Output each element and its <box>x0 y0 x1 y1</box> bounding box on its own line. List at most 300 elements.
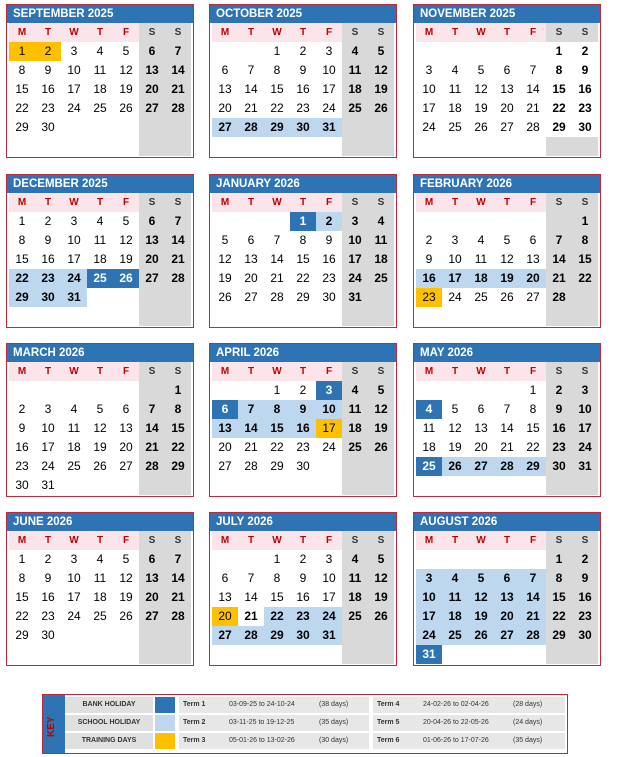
key-row-bank-holiday <box>65 697 567 715</box>
weekday-header: T <box>238 362 264 381</box>
day-cell: 4 <box>96 214 104 228</box>
day-cell: 23 <box>296 101 310 115</box>
empty-cell <box>494 476 520 495</box>
day-cell: 8 <box>572 231 598 250</box>
day-cell: 20 <box>520 269 546 288</box>
empty-cell <box>416 476 442 495</box>
empty-cell <box>87 288 113 307</box>
empty-cell <box>212 137 238 156</box>
empty-cell <box>264 645 290 664</box>
empty-cell <box>416 212 442 231</box>
day-cell: 8 <box>546 569 572 588</box>
day-cell: 10 <box>67 571 81 585</box>
day-cell: 11 <box>422 421 436 435</box>
day-cell: 4 <box>477 233 485 247</box>
day-cell: 10 <box>322 63 336 77</box>
day-cell: 19 <box>474 101 488 115</box>
day-cell: 4 <box>96 44 104 58</box>
day-cell: 17 <box>41 440 55 454</box>
day-cell: 5 <box>96 402 104 416</box>
day-cell: 21 <box>520 607 546 626</box>
day-cell: 11 <box>93 571 107 585</box>
month-title: APRIL 2026 <box>210 344 396 362</box>
day-cell: 9 <box>325 233 333 247</box>
weekday-header: M <box>212 362 238 381</box>
day-cell: 20 <box>500 101 514 115</box>
day-cell: 19 <box>368 80 394 99</box>
day-cell: 19 <box>93 440 107 454</box>
day-cell: 16 <box>578 82 592 96</box>
day-cell: 18 <box>342 588 368 607</box>
day-cell: 26 <box>119 101 133 115</box>
month-calendar <box>6 4 194 158</box>
day-cell: 1 <box>546 550 572 569</box>
day-cell: 10 <box>316 400 342 419</box>
day-cell: 26 <box>218 290 232 304</box>
day-cell: 17 <box>342 250 368 269</box>
day-cell: 23 <box>578 101 592 115</box>
day-cell: 31 <box>316 626 342 645</box>
empty-cell <box>494 381 520 400</box>
term-2-days: (35 days) <box>319 719 349 726</box>
day-cell: 22 <box>572 269 598 288</box>
day-cell: 12 <box>368 569 394 588</box>
empty-cell <box>316 307 342 326</box>
day-cell: 19 <box>468 607 494 626</box>
day-cell: 10 <box>41 421 55 435</box>
day-cell: 24 <box>41 459 55 473</box>
day-cell: 29 <box>270 459 284 473</box>
weekday-header: T <box>238 23 264 42</box>
weekday-header: T <box>35 531 61 550</box>
day-cell: 21 <box>244 101 258 115</box>
weekday-header: S <box>572 193 598 212</box>
month-grid <box>416 531 600 664</box>
empty-cell <box>238 476 264 495</box>
empty-cell <box>316 645 342 664</box>
weekday-header: F <box>316 23 342 42</box>
day-cell: 12 <box>119 63 133 77</box>
empty-cell <box>139 626 165 645</box>
day-cell: 23 <box>572 607 598 626</box>
weekday-header: T <box>87 23 113 42</box>
weekday-header: S <box>368 23 394 42</box>
day-cell: 1 <box>529 383 537 397</box>
empty-cell <box>113 118 139 137</box>
day-cell: 9 <box>425 252 433 266</box>
day-cell: 9 <box>290 400 316 419</box>
month-calendar <box>413 174 601 328</box>
day-cell: 1 <box>273 552 281 566</box>
day-cell: 19 <box>119 252 133 266</box>
day-cell: 31 <box>316 118 342 137</box>
day-cell: 31 <box>61 288 87 307</box>
empty-cell <box>165 645 191 664</box>
empty-cell <box>35 645 61 664</box>
day-cell: 2 <box>18 402 26 416</box>
day-cell: 2 <box>299 44 307 58</box>
day-cell: 12 <box>368 61 394 80</box>
day-cell: 3 <box>451 233 459 247</box>
day-cell: 24 <box>67 609 81 623</box>
empty-cell <box>342 457 368 476</box>
term-5 <box>373 715 565 731</box>
day-cell: 23 <box>15 459 29 473</box>
term-3-days: (30 days) <box>319 737 349 744</box>
month-calendar <box>6 174 194 328</box>
empty-cell <box>416 42 442 61</box>
empty-cell <box>572 288 598 307</box>
empty-cell <box>238 381 264 400</box>
day-cell: 21 <box>139 438 165 457</box>
day-cell: 13 <box>218 590 232 604</box>
day-cell: 27 <box>212 626 238 645</box>
day-cell: 3 <box>325 552 333 566</box>
empty-cell <box>238 137 264 156</box>
weekday-header: T <box>442 23 468 42</box>
empty-cell <box>212 307 238 326</box>
empty-cell <box>546 645 572 664</box>
day-cell: 7 <box>238 400 264 419</box>
day-cell: 11 <box>474 252 488 266</box>
empty-cell <box>468 645 494 664</box>
day-cell: 24 <box>448 290 462 304</box>
day-cell: 19 <box>448 440 462 454</box>
weekday-header: F <box>113 193 139 212</box>
month-calendar <box>209 512 397 666</box>
day-cell: 16 <box>416 269 442 288</box>
term-5-range: 20-04-26 to 22-05-26 <box>423 719 489 726</box>
day-cell: 28 <box>270 290 284 304</box>
empty-cell <box>264 476 290 495</box>
day-cell: 21 <box>526 101 540 115</box>
day-cell: 18 <box>342 80 368 99</box>
day-cell: 29 <box>15 120 29 134</box>
empty-cell <box>61 645 87 664</box>
empty-cell <box>342 476 368 495</box>
day-cell: 29 <box>546 626 572 645</box>
empty-cell <box>520 42 546 61</box>
empty-cell <box>165 626 191 645</box>
day-cell: 7 <box>529 63 537 77</box>
empty-cell <box>238 42 264 61</box>
weekday-header: T <box>238 531 264 550</box>
day-cell: 29 <box>165 457 191 476</box>
day-cell: 17 <box>67 252 81 266</box>
day-cell: 29 <box>9 288 35 307</box>
day-cell: 2 <box>299 383 307 397</box>
term-1-range: 03-09-25 to 24-10-24 <box>229 701 295 708</box>
day-cell: 22 <box>526 440 540 454</box>
day-cell: 6 <box>221 571 229 585</box>
day-cell: 27 <box>139 269 165 288</box>
day-cell: 20 <box>244 271 258 285</box>
empty-cell <box>139 288 165 307</box>
weekday-header: W <box>468 362 494 381</box>
empty-cell <box>9 307 35 326</box>
term-1-name: Term 1 <box>183 701 206 708</box>
day-cell: 18 <box>448 101 462 115</box>
day-cell: 8 <box>18 233 26 247</box>
day-cell: 25 <box>67 459 81 473</box>
empty-cell <box>572 645 598 664</box>
day-cell: 9 <box>44 233 52 247</box>
day-cell: 25 <box>474 290 488 304</box>
day-cell: 9 <box>299 571 307 585</box>
month-title: MARCH 2026 <box>7 344 193 362</box>
empty-cell <box>165 288 191 307</box>
weekday-header: F <box>113 362 139 381</box>
empty-cell <box>212 550 238 569</box>
day-cell: 7 <box>546 231 572 250</box>
empty-cell <box>416 307 442 326</box>
day-cell: 25 <box>448 120 462 134</box>
day-cell: 27 <box>500 120 514 134</box>
empty-cell <box>442 645 468 664</box>
key-name-school-holiday: SCHOOL HOLIDAY <box>65 715 153 731</box>
day-cell: 14 <box>244 590 258 604</box>
empty-cell <box>9 645 35 664</box>
term-4 <box>373 697 565 713</box>
day-cell: 23 <box>416 288 442 307</box>
empty-cell <box>87 137 113 156</box>
day-cell: 10 <box>416 588 442 607</box>
day-cell: 13 <box>139 569 165 588</box>
day-cell: 8 <box>299 233 307 247</box>
day-cell: 8 <box>273 571 281 585</box>
weekday-header: W <box>264 23 290 42</box>
day-cell: 7 <box>273 233 281 247</box>
term-6-days: (35 days) <box>513 737 543 744</box>
day-cell: 3 <box>342 212 368 231</box>
day-cell: 16 <box>290 419 316 438</box>
day-cell: 16 <box>15 440 29 454</box>
day-cell: 3 <box>70 214 78 228</box>
weekday-header: W <box>468 531 494 550</box>
weekday-header: F <box>520 193 546 212</box>
day-cell: 6 <box>122 402 130 416</box>
day-cell: 4 <box>342 550 368 569</box>
day-cell: 15 <box>15 590 29 604</box>
empty-cell <box>416 381 442 400</box>
day-cell: 21 <box>165 250 191 269</box>
weekday-header: T <box>35 193 61 212</box>
key-name-bank-holiday: BANK HOLIDAY <box>65 697 153 713</box>
empty-cell <box>139 307 165 326</box>
day-cell: 9 <box>546 400 572 419</box>
day-cell: 25 <box>342 99 368 118</box>
day-cell: 1 <box>273 383 281 397</box>
empty-cell <box>212 42 238 61</box>
day-cell: 11 <box>368 231 394 250</box>
day-cell: 22 <box>15 101 29 115</box>
day-cell: 26 <box>468 626 494 645</box>
weekday-header: F <box>316 362 342 381</box>
empty-cell <box>416 137 442 156</box>
weekday-header: M <box>9 531 35 550</box>
day-cell: 2 <box>44 552 52 566</box>
day-cell: 29 <box>264 118 290 137</box>
day-cell: 14 <box>139 419 165 438</box>
day-cell: 22 <box>15 609 29 623</box>
empty-cell <box>61 476 87 495</box>
day-cell: 3 <box>44 402 52 416</box>
empty-cell <box>61 381 87 400</box>
empty-cell <box>139 645 165 664</box>
day-cell: 7 <box>247 63 255 77</box>
day-cell: 20 <box>212 607 238 626</box>
day-cell: 25 <box>342 438 368 457</box>
weekday-header: W <box>264 362 290 381</box>
day-cell: 18 <box>93 252 107 266</box>
day-cell: 24 <box>572 438 598 457</box>
day-cell: 20 <box>474 440 488 454</box>
day-cell: 11 <box>93 63 107 77</box>
empty-cell <box>316 457 342 476</box>
day-cell: 11 <box>93 233 107 247</box>
day-cell: 21 <box>165 588 191 607</box>
empty-cell <box>316 137 342 156</box>
month-title: AUGUST 2026 <box>414 513 600 531</box>
day-cell: 2 <box>425 233 433 247</box>
day-cell: 5 <box>368 550 394 569</box>
term-5-days: (24 days) <box>513 719 543 726</box>
day-cell: 16 <box>296 82 310 96</box>
empty-cell <box>368 626 394 645</box>
day-cell: 3 <box>316 381 342 400</box>
empty-cell <box>165 307 191 326</box>
day-cell: 17 <box>322 590 336 604</box>
empty-cell <box>468 212 494 231</box>
day-cell: 6 <box>139 550 165 569</box>
day-cell: 18 <box>93 590 107 604</box>
empty-cell <box>87 476 113 495</box>
empty-cell <box>238 212 264 231</box>
day-cell: 30 <box>41 120 55 134</box>
day-cell: 5 <box>122 214 130 228</box>
day-cell: 19 <box>119 82 133 96</box>
empty-cell <box>442 42 468 61</box>
empty-cell <box>546 307 572 326</box>
day-cell: 9 <box>572 569 598 588</box>
empty-cell <box>165 476 191 495</box>
day-cell: 15 <box>526 421 540 435</box>
term-1-days: (38 days) <box>319 701 349 708</box>
day-cell: 17 <box>67 590 81 604</box>
empty-cell <box>546 476 572 495</box>
day-cell: 27 <box>494 626 520 645</box>
empty-cell <box>290 645 316 664</box>
empty-cell <box>238 307 264 326</box>
day-cell: 5 <box>221 233 229 247</box>
term-4-name: Term 4 <box>377 701 400 708</box>
day-cell: 15 <box>270 590 284 604</box>
month-title: JULY 2026 <box>210 513 396 531</box>
day-cell: 14 <box>244 82 258 96</box>
weekday-header: S <box>546 23 572 42</box>
empty-cell <box>113 626 139 645</box>
month-title: MAY 2026 <box>414 344 600 362</box>
day-cell: 19 <box>119 590 133 604</box>
day-cell: 1 <box>9 42 35 61</box>
day-cell: 8 <box>264 400 290 419</box>
day-cell: 11 <box>448 82 462 96</box>
day-cell: 23 <box>546 438 572 457</box>
day-cell: 20 <box>139 588 165 607</box>
day-cell: 28 <box>238 118 264 137</box>
empty-cell <box>139 476 165 495</box>
day-cell: 6 <box>247 233 255 247</box>
empty-cell <box>113 288 139 307</box>
key-row-school-holiday <box>65 715 567 733</box>
weekday-header: T <box>494 23 520 42</box>
weekday-header: S <box>139 193 165 212</box>
day-cell: 28 <box>244 459 258 473</box>
empty-cell <box>442 381 468 400</box>
day-cell: 30 <box>15 478 29 492</box>
term-6-name: Term 6 <box>377 737 400 744</box>
day-cell: 20 <box>139 250 165 269</box>
empty-cell <box>468 42 494 61</box>
weekday-header: M <box>212 193 238 212</box>
weekday-header: T <box>290 531 316 550</box>
empty-cell <box>87 626 113 645</box>
weekday-header: M <box>416 193 442 212</box>
empty-cell <box>9 381 35 400</box>
day-cell: 4 <box>451 63 459 77</box>
day-cell: 13 <box>218 82 232 96</box>
weekday-header: W <box>61 193 87 212</box>
term-5-name: Term 5 <box>377 719 400 726</box>
month-grid <box>416 362 600 495</box>
empty-cell <box>442 476 468 495</box>
weekday-header: S <box>342 362 368 381</box>
day-cell: 6 <box>139 42 165 61</box>
day-cell: 4 <box>416 400 442 419</box>
empty-cell <box>113 645 139 664</box>
empty-cell <box>342 307 368 326</box>
weekday-header: T <box>442 193 468 212</box>
day-cell: 21 <box>165 80 191 99</box>
day-cell: 12 <box>119 233 133 247</box>
empty-cell <box>316 476 342 495</box>
empty-cell <box>113 476 139 495</box>
empty-cell <box>290 307 316 326</box>
day-cell: 26 <box>119 609 133 623</box>
day-cell: 20 <box>494 607 520 626</box>
day-cell: 14 <box>500 421 514 435</box>
day-cell: 31 <box>416 645 442 664</box>
day-cell: 1 <box>555 44 563 58</box>
day-cell: 16 <box>546 419 572 438</box>
weekday-header: S <box>165 362 191 381</box>
empty-cell <box>139 118 165 137</box>
term-4-days: (28 days) <box>513 701 543 708</box>
day-cell: 2 <box>299 552 307 566</box>
day-cell: 13 <box>494 588 520 607</box>
empty-cell <box>442 212 468 231</box>
empty-cell <box>61 118 87 137</box>
day-cell: 22 <box>270 440 284 454</box>
empty-cell <box>113 137 139 156</box>
day-cell: 18 <box>442 607 468 626</box>
day-cell: 13 <box>212 419 238 438</box>
day-cell: 16 <box>296 590 310 604</box>
month-grid <box>416 193 600 326</box>
empty-cell <box>165 118 191 137</box>
day-cell: 28 <box>238 626 264 645</box>
day-cell: 30 <box>35 288 61 307</box>
